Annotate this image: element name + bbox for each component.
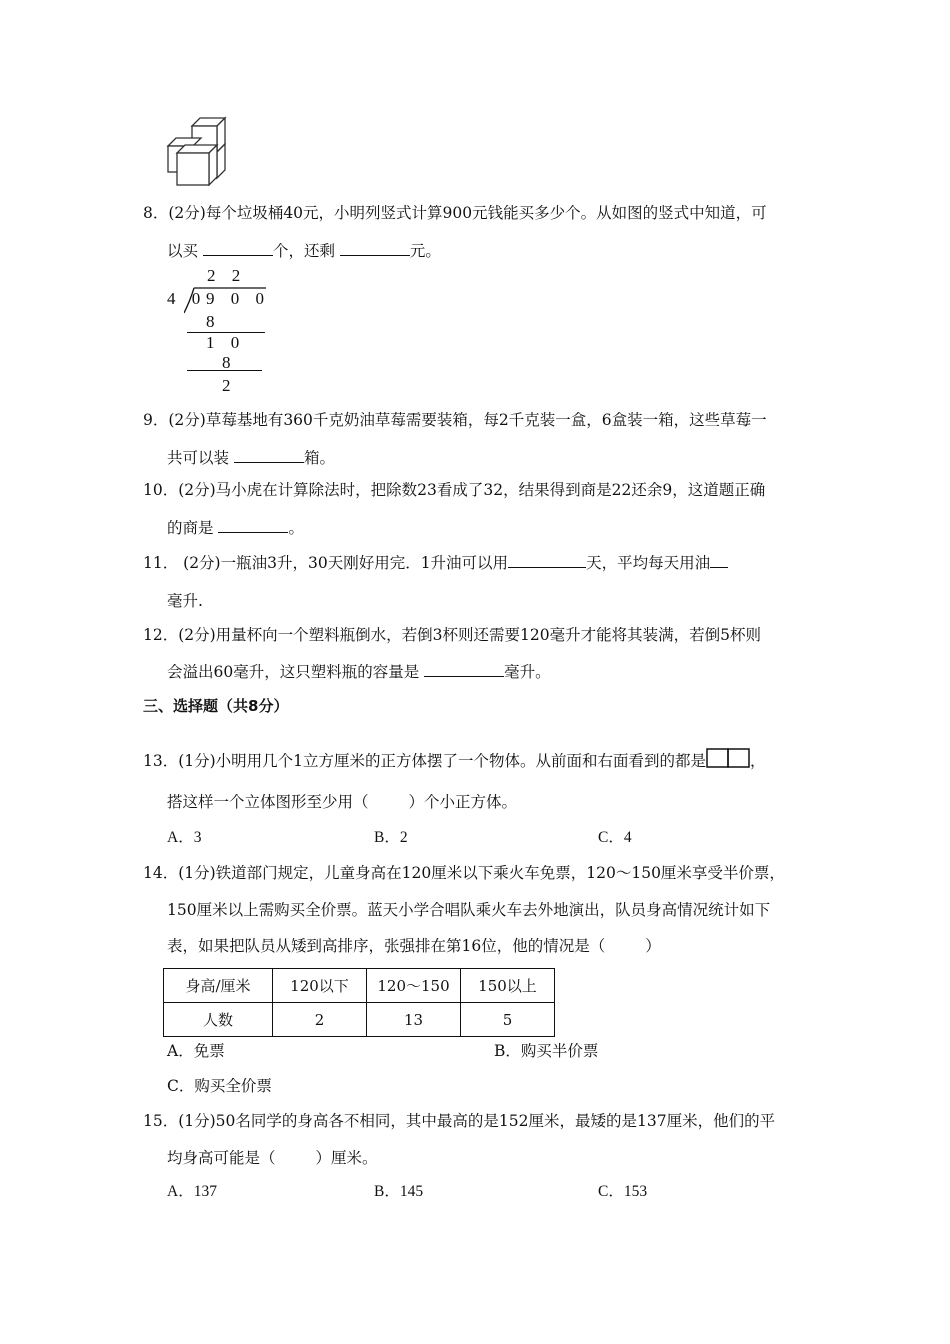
- table-cell: 身高/厘米: [164, 969, 273, 1003]
- q8-line1: 8．(2分)每个垃圾桶40元，小明列竖式计算900元钱能买多少个。从如图的竖式中知道，可: [143, 204, 767, 222]
- q12-line2: [167, 662, 551, 682]
- q11-text-b: 天，平均每天用油: [586, 554, 711, 572]
- q11-answer-blank-ml[interactable]: [710, 553, 728, 568]
- q9-text-b: 箱。: [303, 449, 335, 467]
- table-cell: 人数: [164, 1003, 273, 1037]
- section-heading: 三、选择题（共8分）: [143, 697, 289, 715]
- q13-line1: [143, 748, 766, 771]
- height-stats-table: [163, 968, 555, 1037]
- q8-text-c: 元。: [409, 242, 441, 260]
- q8-line2: [167, 241, 441, 261]
- q8-answer-blank-remain[interactable]: [340, 241, 410, 256]
- q12-answer-blank[interactable]: [424, 662, 504, 677]
- q15-option-a[interactable]: A．137: [167, 1183, 217, 1200]
- q13-text-end: ，: [750, 752, 766, 770]
- q12-line1: 12．(2分)用量杯向一个塑料瓶倒水，若倒3杯则还需要120毫升才能将其装满，若倒5杯则: [143, 626, 761, 644]
- q14-text-b: ）: [645, 937, 661, 955]
- table-cell: 13: [367, 1003, 461, 1037]
- cube-figure: [166, 116, 230, 186]
- q13-text: 13．(1分)小明用几个1立方厘米的正方体摆了一个物体。从前面和右面看到的都是: [143, 752, 707, 770]
- q9-line2: [167, 448, 335, 468]
- q13-text-b: ）个小正方体。: [408, 793, 518, 811]
- two-square-view-icon: [706, 748, 750, 768]
- q9-answer-blank[interactable]: [234, 448, 304, 463]
- table-cell: 150以上: [461, 969, 555, 1003]
- q13-option-a[interactable]: A．3: [167, 829, 202, 846]
- q15-text-a: 均身高可能是（: [167, 1149, 276, 1167]
- q11-line1: [143, 553, 728, 573]
- division-step1: 8: [206, 312, 221, 331]
- q13-option-c[interactable]: C．4: [598, 829, 632, 846]
- q11-answer-blank-days[interactable]: [508, 553, 586, 568]
- table-cell: 120～150: [367, 969, 461, 1003]
- table-cell: 120以下: [273, 969, 367, 1003]
- q14-line2: 150厘米以上需购买全价票。蓝天小学合唱队乘火车去外地演出，队员身高情况统计如下: [167, 901, 771, 919]
- q15-line2: [167, 1148, 378, 1168]
- q10-line1: 10．(2分)马小虎在计算除法时，把除数23看成了32，结果得到商是22还余9，这道题正确: [143, 481, 766, 499]
- q10-answer-blank[interactable]: [218, 518, 288, 533]
- q9-text-a: 共可以装: [167, 449, 234, 467]
- division-step3: 8: [222, 353, 237, 372]
- table-cell: 5: [461, 1003, 555, 1037]
- division-quotient: 2 2: [207, 266, 247, 285]
- q8-answer-blank-count[interactable]: [203, 241, 273, 256]
- q11-text-a: 11． (2分)一瓶油3升，30天刚好用完．1升油可以用: [143, 554, 509, 572]
- q15-line1: 15．(1分)50名同学的身高各不相同，其中最高的是152厘米，最矮的是137厘米，他们的平: [143, 1112, 776, 1130]
- q10-text-a: 的商是: [167, 519, 219, 537]
- q15-option-c[interactable]: C．153: [598, 1183, 648, 1200]
- q14-line3: [167, 936, 661, 956]
- q13-text-a: 搭这样一个立体图形至少用（: [167, 793, 369, 811]
- q10-text-b: 。: [288, 519, 304, 537]
- q13-line2: [167, 792, 517, 812]
- q15-text-b: ）厘米。: [315, 1149, 378, 1167]
- division-step2: 1 0: [206, 333, 246, 352]
- table-row: [164, 1003, 555, 1037]
- q14-option-a[interactable]: A．免票: [167, 1042, 225, 1060]
- q10-line2: [167, 518, 304, 538]
- q9-line1: 9．(2分)草莓基地有360千克奶油草莓需要装箱，每2千克装一盒，6盒装一箱，这些草莓一: [143, 411, 767, 429]
- division-divisor: 4 0: [167, 289, 207, 308]
- q14-text-a: 表，如果把队员从矮到高排序，张强排在第16位，他的情况是（: [167, 937, 606, 955]
- q8-text-b: 个，还剩: [272, 242, 340, 260]
- q12-text-b: 毫升。: [504, 663, 551, 681]
- q12-text-a: 会溢出60毫升，这只塑料瓶的容量是: [167, 663, 425, 681]
- q14-line1: 14．(1分)铁道部门规定，儿童身高在120厘米以下乘火车免票，120～150厘米享受半价票，: [143, 864, 785, 882]
- q13-option-b[interactable]: B．2: [374, 829, 408, 846]
- table-cell: 2: [273, 1003, 367, 1037]
- q8-text-a: 以买: [167, 242, 203, 260]
- division-dividend: 9 0 0: [206, 289, 270, 308]
- q14-option-b[interactable]: B．购买半价票: [494, 1042, 599, 1060]
- division-line: [187, 370, 262, 371]
- table-header-row: [164, 969, 555, 1003]
- q14-option-c[interactable]: C．购买全价票: [167, 1077, 272, 1095]
- q15-option-b[interactable]: B．145: [374, 1183, 424, 1200]
- division-remainder: 2: [222, 376, 237, 395]
- q11-line2: 毫升.: [167, 592, 203, 610]
